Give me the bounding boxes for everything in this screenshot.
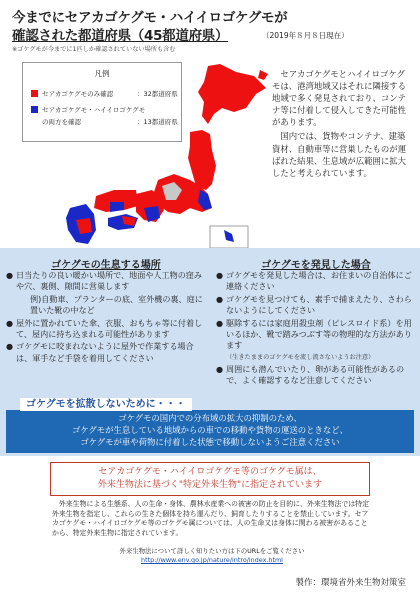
found-heading: ゴケグモを発見した場合	[261, 260, 371, 271]
bullet-icon: ●	[216, 270, 224, 280]
map-hokkaido-island	[258, 70, 268, 80]
law-explanation-text: 外来生物による生態系、人の生命・身体、農林水産業への被害の防止を目的に、外来生物法では特定外来生物を指定し、これらの生きた個体を持ち運んだり、飼育したりすることを禁止しています。セアカゴケグモ・ハイイロゴケグモ等のゴケグモ属については、人の生命又は身体に関わる被害があることから、特定外来生物に指定されています。	[52, 500, 369, 537]
legend-count-blue: ：13都道府県	[137, 118, 178, 126]
more-info-text: 外来生物法について詳しく知りたい方は下のURLをご覧ください	[119, 547, 305, 555]
page-title-line2: 確認された都道府県（45都道府県）	[12, 28, 229, 44]
found-item	[216, 364, 416, 387]
legend-title: 凡例	[94, 69, 110, 78]
legend-item-red	[31, 89, 178, 98]
description-paragraph-2: 国内では、貨物やコンテナ、建築資材、自動車等に営巣したものが運ばれた結果、生息域が広範囲に拡大したと考えられています。	[272, 131, 406, 178]
found-item	[216, 270, 416, 293]
legend-swatch-red	[31, 90, 38, 97]
spread-warning	[6, 398, 414, 454]
bullet-icon: ●	[6, 317, 14, 328]
legend-item-blue-2	[31, 117, 178, 126]
law-line-1: セアカゴケグモ・ハイイロゴケグモ等のゴケグモ属は、	[98, 467, 322, 477]
legend-label-red: セアカゴケグモのみ確認	[42, 90, 114, 98]
habitat-item	[6, 341, 206, 364]
spread-line-2: ゴケグモが生息している地域からの車での移動や貨物の運送のときなど、	[71, 424, 349, 435]
found-item-note: （生きたままのゴケグモを流し流さないようお注意）	[226, 353, 375, 361]
law-line-2: 外来生物法に基づく"特定外来生物"に指定されています	[97, 480, 323, 490]
map-hokkaido	[198, 64, 266, 124]
info-band	[0, 248, 420, 456]
header-note: ※ゴケグモが今までに1匹しか確認されていない場所も含む	[12, 46, 176, 53]
habitat-item-text: ゴケグモに咬まれないように屋外で作業する場合は、軍手など手袋を着用してください	[16, 341, 194, 363]
more-info	[52, 547, 372, 565]
map-legend	[22, 62, 182, 142]
legend-item-blue	[31, 105, 145, 114]
found-list	[216, 270, 416, 388]
law-notice	[50, 462, 370, 496]
habitat-heading: ゴケグモの生息する場所	[51, 260, 161, 271]
spread-warning-title: ゴケグモを拡散しないために・・・	[20, 398, 192, 411]
legend-swatch-blue	[31, 106, 38, 113]
habitat-item	[6, 294, 206, 317]
found-item-text: 駆除するには家庭用殺虫剤（ピレスロイド系）を用いるほか、靴で踏みつぶす等の物理的な方法があります	[226, 317, 412, 351]
legend-count-red: ：32都道府県	[137, 90, 178, 98]
info-url-link[interactable]: http://www.env.go.jp/nature/intro/index.html	[141, 556, 283, 564]
credit: 製作：環境省外来生物対策室	[295, 578, 406, 588]
found-item-text: 周囲にも潜んでいたり、卵がある可能性があるので、よく確認するなど注意してください	[226, 363, 405, 386]
description-paragraph-1: セアカゴケグモとハイイロゴケグモは、港湾地域又はそれに隣接する地域で多く発見されており、コンテナ等に付着して侵入してきた可能性があります。	[272, 69, 406, 128]
date-stamp: （2019年８月８日現在）	[262, 31, 349, 40]
habitat-item	[6, 270, 206, 293]
legend-label-blue-2: の両方を確認	[42, 118, 81, 126]
spread-line-3: ゴケグモが車や荷物に付着した状態で移動しないようご注意ください	[80, 436, 340, 447]
bullet-icon: ●	[6, 341, 14, 352]
law-explanation	[52, 500, 372, 538]
habitat-list	[6, 270, 206, 365]
spread-line-1: ゴケグモの国内での分布域の拡大の抑制のため、	[118, 413, 302, 423]
habitat-item-text: 日当たりの良い暖かい場所で、地面や人工物の窪みや穴、裏側、隙間に営巣します	[16, 270, 202, 292]
found-item-text: ゴケグモを見つけても、素手で捕まえたり、さわらないようにしてください	[226, 293, 412, 316]
habitat-item-text: 屋外に置かれていた傘、衣服、おもちゃ等に付着して、屋内に持ち込まれる可能性があります	[16, 317, 203, 340]
map-chugoku-blue	[110, 202, 124, 212]
bullet-icon: ●	[6, 270, 14, 280]
map-okinawa	[224, 230, 234, 242]
bullet-icon: ●	[216, 317, 224, 328]
found-item-text: ゴケグモを発見した場合は、お住まいの自治体にご連絡ください	[226, 270, 412, 292]
map-tohoku	[188, 130, 216, 190]
legend-label-blue: セアカゴケグモ・ハイイロゴケグモ	[42, 106, 146, 114]
description	[272, 68, 412, 179]
habitat-item-text: 例)自動車、プランターの底、室外機の裏、庭に置いた靴の中など	[30, 293, 203, 316]
habitat-item	[6, 318, 206, 341]
spread-warning-body	[6, 410, 414, 453]
page-title-line1: 今までにセアカゴケグモ・ハイイロゴケグモが	[12, 10, 288, 26]
found-item	[216, 294, 416, 317]
found-item	[216, 318, 416, 352]
bullet-icon: ●	[216, 363, 224, 374]
bullet-icon: ●	[216, 293, 224, 304]
top-section	[0, 0, 420, 258]
